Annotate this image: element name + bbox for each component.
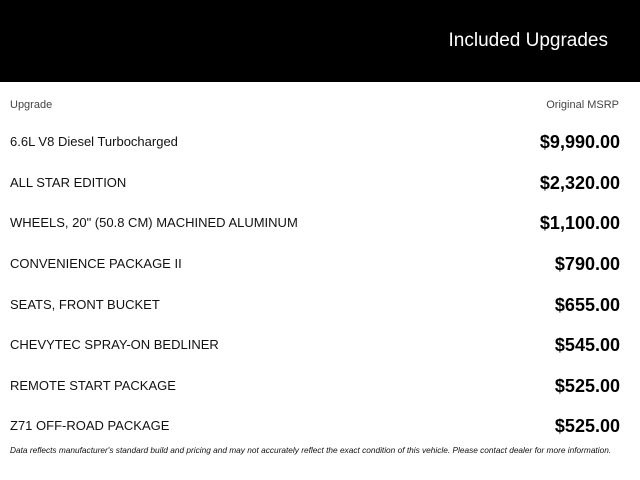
upgrade-name: Z71 OFF-ROAD PACKAGE [10,418,170,434]
upgrade-price: $655.00 [554,294,620,315]
upgrade-name: REMOTE START PACKAGE [10,377,176,393]
upgrade-list [0,122,640,447]
table-header [0,82,640,122]
page-title: Included Upgrades [448,30,608,51]
upgrade-name: 6.6L V8 Diesel Turbocharged [10,134,178,150]
disclaimer-text: Data reflects manufacturer's standard build and pricing and may not accurately reflect the exact condition of this vehicle. Please contact dealer for more information. [10,445,612,455]
upgrade-price: $525.00 [554,416,620,437]
table-row [0,406,640,447]
upgrade-price: $1,100.00 [539,213,620,234]
header-bar [0,0,640,82]
upgrade-name: CHEVYTEC SPRAY-ON BEDLINER [10,337,219,353]
upgrade-price: $2,320.00 [539,172,620,193]
table-row [0,366,640,407]
upgrades-table [0,82,640,447]
upgrade-name: CONVENIENCE PACKAGE II [10,256,182,272]
column-header-upgrade: Upgrade [10,99,53,111]
upgrade-price: $790.00 [554,254,620,275]
table-row [0,122,640,163]
table-row [0,203,640,244]
table-row [0,163,640,204]
table-row [0,284,640,325]
upgrade-name: SEATS, FRONT BUCKET [10,296,160,312]
upgrade-price: $545.00 [554,335,620,356]
upgrade-name: WHEELS, 20" (50.8 CM) MACHINED ALUMINUM [10,215,298,231]
table-row [0,325,640,366]
upgrade-price: $9,990.00 [539,132,620,153]
table-row [0,244,640,285]
column-header-msrp: Original MSRP [546,99,619,111]
upgrade-name: ALL STAR EDITION [10,174,127,190]
upgrade-price: $525.00 [554,375,620,396]
